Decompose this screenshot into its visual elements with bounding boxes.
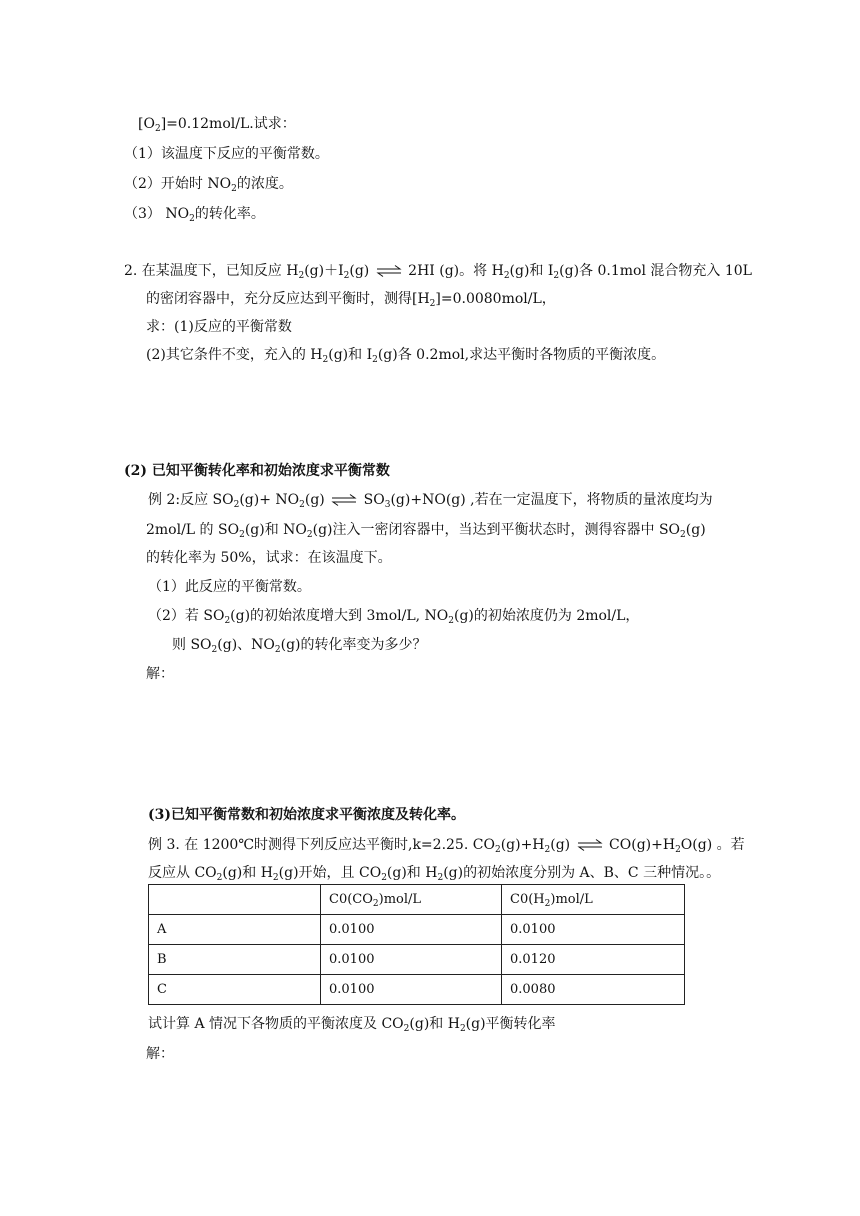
problem2-line1: 2. 在某温度下，已知反应 $H_2(g)+I_2(g)$ 2HI (g)。将 $H_2(g)$和 $I_2(g)$各 0.1mol 混合物充入 10L: [124, 263, 752, 281]
example2-line2: 2mol/L 的 $SO_2(g)$和 $NO_2(g)$注入一密闭容器中，当达到平衡状态时，测得容器中 $SO_2(g)$: [146, 522, 706, 540]
example2-line1: 例 2:反应 $SO_2(g)+ NO_2(g)$ $SO_3(g)+NO(g)$ ,若在一定温度下，将物质的量浓度均为: [148, 492, 713, 510]
problem2-line4: (2)其它条件不变，充入的 $H_2(g)$和 $I_2(g)$各 0.2mol,求达平衡时各物质的平衡浓度。: [146, 347, 666, 365]
problem2-line3: 求：(1)反应的平衡常数: [146, 319, 292, 335]
example3-line3: 试计算 A 情况下各物质的平衡浓度及 $CO_2(g)$和 $H_2(g)$平衡转化率: [148, 1016, 556, 1034]
initial-concentration-table: [148, 884, 685, 1005]
table-row: [149, 975, 685, 1005]
equilibrium-arrow-icon: [376, 265, 402, 277]
example3-line1: 例 3. 在 1200℃时测得下列反应达平衡时,k=2.25. $CO_2(g)+H_2(g)$ $CO(g)+H_2O(g)$ 。若: [148, 837, 745, 855]
question-3: （3） $NO_2$的转化率。: [124, 206, 265, 224]
question-1: （1）该温度下反应的平衡常数。: [124, 146, 329, 162]
table-cell: 0.0100: [321, 975, 502, 1005]
example2-line4: （1）此反应的平衡常数。: [148, 579, 311, 595]
table-row: [149, 945, 685, 975]
example2-line5: （2）若 $SO_2(g)$的初始浓度增大到 3mol/L, $NO_2(g)$的初始浓度仍为 2mol/L，: [148, 608, 640, 626]
example2-line3: 的转化率为 50%，试求：在该温度下。: [146, 550, 392, 566]
example3-line2: 反应从 $CO_2(g)$和 $H_2(g)$开始，且 $CO_2(g)$和 $H_2(g)$的初始浓度分别为 A、B、C 三种情况。。: [148, 865, 721, 883]
table-cell: 0.0100: [321, 915, 502, 945]
section3-heading: (3)已知平衡常数和初始浓度求平衡浓度及转化率。: [148, 807, 465, 823]
table-cell: 0.0120: [502, 945, 685, 975]
table-cell: 0.0100: [502, 915, 685, 945]
table-cell: B: [149, 945, 321, 975]
problem2-line2: 的密闭容器中，充分反应达到平衡时，测得$[H_2]=0.0080mol/L$，: [146, 291, 556, 309]
table-cell: C: [149, 975, 321, 1005]
table-header-cell: [149, 885, 321, 915]
table-cell: 0.0100: [321, 945, 502, 975]
table-cell: A: [149, 915, 321, 945]
example2-line6: 则 $SO_2(g)$、$NO_2(g)$的转化率变为多少？: [172, 637, 427, 655]
equilibrium-arrow-icon: [577, 839, 603, 851]
table-header-cell: $C0(H_2)mol/L$: [502, 885, 685, 915]
question-2: （2）开始时 $NO_2$的浓度。: [124, 176, 293, 194]
o2-given-line: $[O_2]=0.12mol/L$.试求：: [138, 116, 296, 134]
example3-solution-label: 解：: [146, 1046, 174, 1062]
table-header-cell: $C0(CO_2)mol/L$: [321, 885, 502, 915]
table-header-row: [149, 885, 685, 915]
table-row: [149, 915, 685, 945]
section2-heading: (2) 已知平衡转化率和初始浓度求平衡常数: [124, 463, 390, 479]
table-cell: 0.0080: [502, 975, 685, 1005]
equilibrium-arrow-icon: [331, 494, 357, 506]
example2-solution-label: 解：: [146, 666, 174, 682]
